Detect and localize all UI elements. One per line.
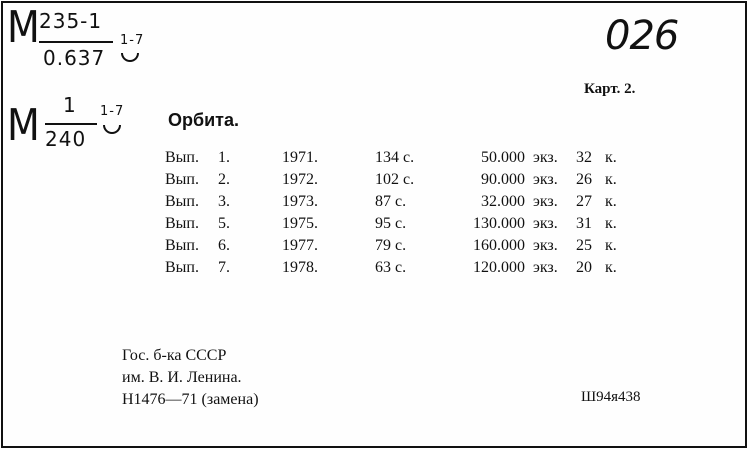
issue-print-run: 130.000 — [473, 215, 525, 232]
issue-row — [3, 171, 749, 193]
issue-row — [3, 193, 749, 215]
issue-print-run: 32.000 — [481, 193, 525, 210]
issue-row — [3, 259, 749, 281]
issue-year: 1978. — [282, 259, 318, 276]
issue-row — [3, 215, 749, 237]
issue-price: 31 — [576, 215, 592, 232]
footer-classification-code: Ш94я438 — [581, 389, 641, 405]
issue-print-run: 160.000 — [473, 237, 525, 254]
issue-print-run: 90.000 — [481, 171, 525, 188]
issue-number: 2. — [218, 171, 230, 188]
issue-unit: экз. — [533, 171, 558, 188]
issue-unit: экз. — [533, 259, 558, 276]
series-title: Орбита. — [168, 110, 240, 130]
issue-label: Вып. — [165, 215, 199, 232]
issue-year: 1973. — [282, 193, 318, 210]
issue-price: 25 — [576, 237, 592, 254]
issue-pages: 102 с. — [375, 171, 415, 188]
issue-price: 20 — [576, 259, 592, 276]
issue-label: Вып. — [165, 193, 199, 210]
issue-price: 26 — [576, 171, 592, 188]
issue-print-run: 120.000 — [473, 259, 525, 276]
issue-number: 3. — [218, 193, 230, 210]
handwritten-mark-1-superscript: 1-7 — [120, 33, 145, 48]
issue-year: 1977. — [282, 237, 318, 254]
issue-price: 27 — [576, 193, 592, 210]
handwritten-mark-2-numerator: 1 — [63, 93, 77, 117]
handwritten-card-number: 026 — [605, 13, 679, 59]
handwritten-mark-1-denominator: 0.637 — [43, 46, 106, 70]
issue-currency: к. — [605, 237, 617, 254]
issue-currency: к. — [605, 193, 617, 210]
issue-number: 1. — [218, 149, 230, 166]
issue-row — [3, 237, 749, 259]
issue-unit: экз. — [533, 215, 558, 232]
issue-print-run: 50.000 — [481, 149, 525, 166]
catalog-card — [1, 1, 747, 448]
issue-unit: экз. — [533, 237, 558, 254]
handwritten-mark-1-fraction-line — [39, 41, 113, 43]
issue-currency: к. — [605, 259, 617, 276]
issue-pages: 95 с. — [375, 215, 407, 232]
issue-pages: 87 с. — [375, 193, 407, 210]
issue-pages: 134 с. — [375, 149, 415, 166]
handwritten-mark-2-superscript: 1-7 — [100, 104, 125, 119]
issue-year: 1971. — [282, 149, 318, 166]
issue-row — [3, 149, 749, 171]
issue-price: 32 — [576, 149, 592, 166]
handwritten-mark-1-numerator: 235-1 — [39, 9, 103, 33]
handwritten-mark-2-fraction-line — [45, 123, 97, 125]
card-label: Карт. 2. — [584, 81, 636, 97]
issue-currency: к. — [605, 171, 617, 188]
issue-pages: 79 с. — [375, 237, 407, 254]
issue-label: Вып. — [165, 149, 199, 166]
footer-order-number: Н1476—71 (замена) — [122, 391, 259, 408]
issue-label: Вып. — [165, 259, 199, 276]
issue-number: 7. — [218, 259, 230, 276]
issue-label: Вып. — [165, 171, 199, 188]
handwritten-mark-2-letter: M — [7, 99, 41, 151]
issue-number: 6. — [218, 237, 230, 254]
issue-number: 5. — [218, 215, 230, 232]
issue-year: 1975. — [282, 215, 318, 232]
issue-currency: к. — [605, 215, 617, 232]
issue-label: Вып. — [165, 237, 199, 254]
issue-year: 1972. — [282, 171, 318, 188]
issue-unit: экз. — [533, 193, 558, 210]
footer-library-name: им. В. И. Ленина. — [122, 369, 242, 386]
handwritten-mark-1-smile — [121, 53, 139, 62]
issue-pages: 63 с. — [375, 259, 407, 276]
issue-unit: экз. — [533, 149, 558, 166]
handwritten-mark-1-letter: M — [7, 1, 41, 53]
issue-currency: к. — [605, 149, 617, 166]
handwritten-mark-2-smile — [103, 125, 121, 134]
handwritten-mark-2-denominator: 240 — [45, 127, 87, 151]
footer-library-line: Гос. б-ка СССР — [122, 347, 227, 364]
